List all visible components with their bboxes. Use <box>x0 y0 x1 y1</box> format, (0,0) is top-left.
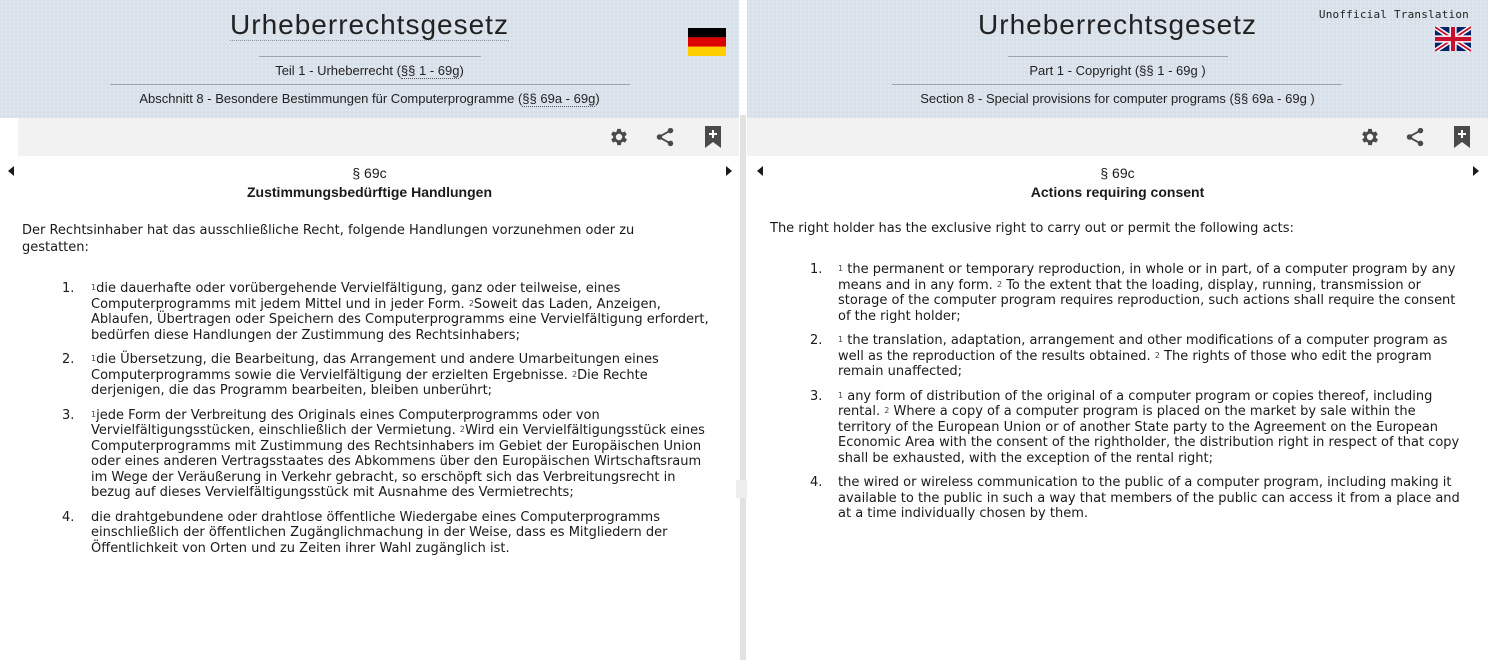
list-item: 2. $^1$die Übersetzung, die Bearbeitung, das Arrangement und andere Umarbeitungen eines Computerprogramms sowie die Vervielfältigung der erzielten Ergebnisse. $^2$Die Rechte derjenigen, die das Programm bearbeiten, bleiben unberührt; <box>62 352 659 398</box>
list-item: 2. $^1$ the translation, adaptation, arrangement and other modifications of a computer program as well as the reproduction of the results obtained. $^2$ The rights of those who edit the program remain unaffected; <box>810 333 1448 379</box>
paragraph-title: Actions requiring consent <box>1030 184 1205 200</box>
german-pane <box>0 0 739 660</box>
title-divider <box>1008 56 1228 57</box>
list-item: 1. $^1$die dauerhafte oder vorübergehende Vervielfältigung, ganz oder teilweise, eines Computerprogramms mit jedem Mittel und in jeder Form. $^2$Soweit das Laden, Anzeigen, Ablaufen, Übertragen oder Speichern des Computerprogramms eine Vervielfältigung erfordert, bedürfen diese Handlungen der Zustimmung des Rechtsinhabers; <box>62 281 709 343</box>
share-icon <box>1404 126 1426 148</box>
uk-flag-icon[interactable] <box>1435 26 1471 52</box>
share-button[interactable] <box>1401 123 1429 151</box>
english-pane <box>747 0 1488 660</box>
german-part-range-link[interactable]: §§ 1 - 69g <box>400 63 460 78</box>
provision-list <box>810 262 1460 522</box>
list-item: 4. the wired or wireless communication to the public of a computer program, including making it available to the public in such a way that members of the public can access it from a place and at a time individually chosen by them. <box>810 475 1460 521</box>
english-toolbar <box>747 118 1488 156</box>
part-divider <box>110 84 630 85</box>
german-toolbar <box>0 118 739 156</box>
settings-button[interactable] <box>605 123 633 151</box>
part-divider <box>892 84 1342 85</box>
german-part-line: Teil 1 - Urheberrecht (§§ 1 - 69g) <box>275 63 464 78</box>
list-item: 4. die drahtgebundene oder drahtlose öffentliche Wiedergabe eines Computerprogramms einschließlich der öffentlichen Zugänglichmachung in der Weise, dass es Mitgliedern der Öffentlichkeit von Orten und zu Zeiten ihrer Wahl zugänglich ist. <box>62 509 668 556</box>
german-law-title-wrap <box>0 6 739 44</box>
english-law-title: Urheberrechtsgesetz <box>978 9 1257 40</box>
pane-splitter[interactable] <box>739 0 747 660</box>
germany-flag-icon[interactable] <box>688 28 726 56</box>
paragraph-intro: Der Rechtsinhaber hat das ausschließliche Recht, folgende Handlungen vorzunehmen oder zu gestatten: <box>22 223 635 255</box>
unofficial-translation-label: Unofficial Translation <box>1318 8 1469 21</box>
share-button[interactable] <box>651 123 679 151</box>
german-section-range-link[interactable]: §§ 69a - 69g <box>522 91 596 106</box>
bookmark-button[interactable] <box>1448 123 1476 151</box>
english-header <box>747 0 1488 118</box>
list-item: 3. $^1$jede Form der Verbreitung des Originals eines Computerprogramms oder von Vervielfältigungsstücken, einschließlich der Vermietung. $^2$Wird ein Vervielfältigungsstück eines Computerprogramms mit Zustimmung des Rechtsinhabers im Gebiet der Europäischen Union oder eines anderen Vertragsstaates des Abkommens über den Europäischen Wirtschaftsraum im Wege der Veräußerung in Verkehr gebracht, so erschöpft sich das Verbreitungsrecht in bezug auf dieses Vervielfältigungsstück mit Ausnahme des Vermietrechts; <box>62 407 705 500</box>
german-law-title[interactable]: Urheberrechtsgesetz <box>230 9 509 40</box>
bookmark-button[interactable] <box>699 123 727 151</box>
list-item: 1. $^1$ the permanent or temporary reproduction, in whole or in part, of a computer program by any means and in any form. $^2$ To the extent that the loading, display, running, transmission or storage of the computer program requires reproduction, such actions shall require the consent of the right holder; <box>810 262 1456 324</box>
gear-icon <box>1359 126 1381 148</box>
paragraph-intro: The right holder has the exclusive right to carry out or permit the following acts: <box>770 221 1294 236</box>
bookmark-add-icon <box>1452 125 1472 149</box>
settings-button[interactable] <box>1356 123 1384 151</box>
share-icon <box>654 126 676 148</box>
provision-list <box>62 281 711 556</box>
bookmark-add-icon <box>703 125 723 149</box>
title-divider <box>259 56 481 57</box>
list-item: 3. $^1$ any form of distribution of the original of a computer program or copies thereof, including rental. $^2$ Where a copy of a computer program is placed on the market by sale within the territory of the European Union or of another State party to the Agreement on the European Economic Area with the consent of the rightholder, the distribution right in respect of that copy shall be exhausted, with the exception of the rental right; <box>810 388 1460 466</box>
paragraph-number: § 69c <box>352 165 387 181</box>
paragraph-title: Zustimmungsbedürftige Handlungen <box>247 184 492 200</box>
german-header <box>0 0 739 118</box>
paragraph-number: § 69c <box>1100 165 1135 181</box>
english-part-line: Part 1 - Copyright (§§ 1 - 69g ) <box>1029 63 1206 78</box>
german-section-line: Abschnitt 8 - Besondere Bestimmungen für Computerprogramme (§§ 69a - 69g) <box>139 91 600 106</box>
gear-icon <box>608 126 630 148</box>
english-section-line: Section 8 - Special provisions for computer programs (§§ 69a - 69g ) <box>920 91 1315 106</box>
